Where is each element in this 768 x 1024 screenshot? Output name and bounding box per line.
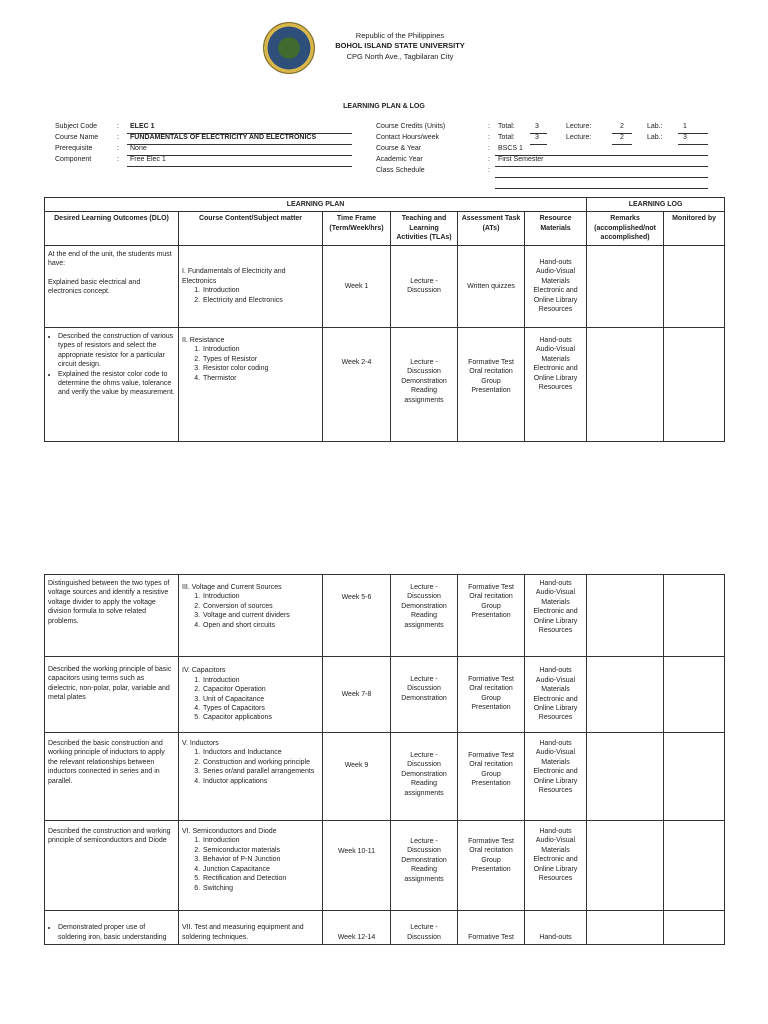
at-item: Oral recitation: [469, 368, 513, 376]
course-name-label: Course Name: [55, 134, 99, 141]
resource-cell: [525, 327, 587, 441]
at-item: Formative Test: [468, 358, 514, 366]
resource-cell: [525, 821, 587, 911]
content-cell: [179, 245, 323, 327]
resource-item: Electronic and Online Library Resources: [533, 695, 578, 722]
colon: :: [117, 134, 119, 141]
content-cell: VII. Test and measuring equipment and soldering techniques.: [179, 911, 323, 945]
table-row: [45, 575, 725, 657]
resource-item: Hand-outs: [539, 336, 572, 344]
tla-cell: [391, 821, 458, 911]
credits-lecture-value: 2: [620, 123, 624, 130]
topic-item: 4. Junction Capacitance: [202, 865, 319, 874]
time-cell: Week 7-8: [323, 657, 391, 733]
table-row: [45, 657, 725, 733]
tla-item: Reading assignments: [404, 780, 444, 797]
contact-total-label: Total:: [498, 134, 515, 141]
dlo-text: Explained basic electrical and electronics concept.: [48, 278, 141, 296]
topic-item: 3. Unit of Capacitance: [202, 695, 319, 704]
remarks-cell: [587, 733, 664, 821]
at-cell: [458, 821, 525, 911]
at-cell: [458, 575, 525, 657]
remarks-cell: [587, 657, 664, 733]
tla-cell: [391, 657, 458, 733]
tla-item: Demonstration: [401, 770, 447, 778]
monitored-cell: [664, 821, 725, 911]
contact-lecture-label: Lecture:: [566, 134, 592, 141]
credits-lab-value: 1: [683, 123, 687, 130]
dlo-cell: Described the construction and working principle of semiconductors and Diode: [45, 821, 179, 911]
topic-item: 2. Electricity and Electronics: [202, 296, 319, 305]
dlo-cell: Distinguished between the two types of voltage sources and identify a resistive voltage divider to apply the voltage division formula to solve related problems.: [45, 575, 179, 657]
colon: :: [488, 145, 490, 152]
at-item: Oral recitation: [469, 685, 513, 693]
at-cell: [458, 657, 525, 733]
topic-item: 1. Introduction: [202, 345, 319, 354]
tla-item: Demonstration: [401, 856, 447, 864]
tla-cell: [391, 327, 458, 441]
time-cell: Week 10-11: [323, 821, 391, 911]
col-tla-header: Teaching and Learning Activities (TLAs): [391, 212, 458, 245]
dlo-cell: [45, 911, 179, 945]
resource-cell: [525, 657, 587, 733]
topic-item: 5. Rectification and Detection: [202, 874, 319, 883]
prerequisite-value: None: [130, 145, 147, 152]
monitored-cell: [664, 911, 725, 945]
academic-year-label: Academic Year: [376, 156, 423, 163]
credits-lab-label: Lab.:: [647, 123, 663, 130]
tla-item: Lecture - Discussion: [407, 676, 441, 693]
monitored-cell: [664, 327, 725, 441]
at-item: Formative Test: [468, 584, 514, 591]
topic-item: 4. Inductor applications: [202, 777, 319, 786]
topic-item: 4. Thermistor: [202, 374, 319, 383]
topic-item: 2. Conversion of sources: [202, 602, 319, 611]
resource-item: Audio-Visual Materials: [535, 837, 576, 854]
tla-cell: [391, 733, 458, 821]
resource-item: Electronic and Online Library Resources: [533, 287, 578, 314]
resource-item: Electronic and Online Library Resources: [533, 608, 578, 635]
topic-item: 1. Introduction: [202, 676, 319, 685]
underline: [530, 144, 547, 145]
topic-item: 3. Resistor color coding: [202, 364, 319, 373]
monitored-cell: [664, 733, 725, 821]
contact-label: Contact Hours/week: [376, 134, 440, 141]
col-time-header: Time Frame (Term/Week/hrs): [323, 212, 391, 245]
topic-item: 2. Capacitor Operation: [202, 685, 319, 694]
colon: :: [488, 123, 490, 130]
credits-lecture-label: Lecture:: [566, 123, 592, 130]
at-item: Oral recitation: [469, 847, 513, 855]
underline: [495, 188, 708, 189]
col-content-header: Course Content/Subject matter: [179, 212, 323, 245]
table-row: [45, 245, 725, 327]
at-item: Formative Test: [468, 676, 514, 683]
colon: :: [117, 156, 119, 163]
content-cell: [179, 821, 323, 911]
contact-lab-value: 3: [683, 134, 687, 141]
underline: [495, 166, 708, 167]
topic-item: 5. Capacitor applications: [202, 713, 319, 722]
resource-item: Audio-Visual Materials: [535, 749, 576, 766]
topic-item: 2. Construction and working principle: [202, 758, 319, 767]
time-cell: Week 12-14: [323, 911, 391, 945]
remarks-cell: [587, 245, 664, 327]
resource-item: Hand-outs: [539, 667, 572, 675]
schedule-label: Class Schedule: [376, 167, 425, 174]
time-cell: Week 5-6: [323, 575, 391, 657]
table-row: [45, 821, 725, 911]
monitored-cell: [664, 575, 725, 657]
contact-total-value: 3: [535, 134, 539, 141]
subject-code-label: Subject Code: [55, 123, 98, 130]
header-university: BOHOL ISLAND STATE UNIVERSITY: [335, 41, 465, 50]
at-item: Group Presentation: [471, 377, 511, 395]
document-title: LEARNING PLAN & LOG: [343, 103, 425, 110]
dlo-bullet: • Described the construction of various types of resistors and select the appropriate resistor for a particular circuit design.: [58, 332, 175, 370]
topic-item: 3. Voltage and current dividers: [202, 611, 319, 620]
topic-title: I. Fundamentals of Electricity and Electronics: [182, 268, 286, 285]
learning-log-header: LEARNING LOG: [587, 198, 725, 212]
topic-item: 1. Introduction: [202, 286, 319, 295]
credits-label: Course Credits (Units): [376, 123, 446, 130]
topic-item: 3. Behavior of P-N Junction: [202, 855, 319, 864]
dlo-intro: At the end of the unit, the students must have:: [48, 250, 172, 268]
topic-item: 2. Types of Resistor: [202, 355, 319, 364]
learning-plan-table-part1: [44, 197, 725, 442]
dlo-cell: [45, 245, 179, 327]
resource-item: Electronic and Online Library Resources: [533, 365, 578, 391]
underline: [127, 144, 352, 145]
resource-item: Audio-Visual Materials: [535, 676, 576, 694]
tla-cell: Lecture - Discussion: [391, 245, 458, 327]
underline: [127, 166, 352, 167]
tla-item: Demonstration: [401, 377, 447, 385]
dlo-cell: Described the basic construction and working principle of inductors to apply the relevant relationships between inductors connected in series and in parallel.: [45, 733, 179, 821]
table-row: [45, 327, 725, 441]
dlo-cell: Described the working principle of basic capacitors using terms such as dielectric, non-polar, polar, variable and metal plates: [45, 657, 179, 733]
course-year-label: Course & Year: [376, 145, 422, 152]
component-value: Free Elec 1: [130, 156, 166, 163]
tla-item: Lecture - Discussion: [407, 752, 441, 769]
at-item: Formative Test: [468, 752, 514, 759]
component-label: Component: [55, 156, 92, 163]
colon: :: [488, 134, 490, 141]
contact-lab-label: Lab.:: [647, 134, 663, 141]
time-cell: Week 1: [323, 245, 391, 327]
contact-lecture-value: 2: [620, 134, 624, 141]
resource-cell: [525, 575, 587, 657]
academic-year-value: First Semester: [498, 156, 544, 163]
resource-cell: Hand-outs: [525, 911, 587, 945]
tla-item: Reading assignments: [404, 387, 444, 404]
resource-item: Audio-Visual Materials: [535, 346, 576, 363]
underline: [678, 144, 708, 145]
colon: :: [117, 145, 119, 152]
underline: [495, 177, 708, 178]
remarks-cell: [587, 327, 664, 441]
course-name-value: FUNDAMENTALS OF ELECTRICITY AND ELECTRONICS: [130, 134, 317, 141]
topic-item: 3. Series or/and parallel arrangements: [202, 767, 319, 776]
at-item: Formative Test: [468, 838, 514, 845]
tla-item: Reading assignments: [404, 612, 444, 629]
learning-plan-table-part2: [44, 574, 725, 945]
at-item: Oral recitation: [469, 593, 513, 601]
resource-item: Hand-outs: [539, 740, 572, 747]
table-row: [45, 733, 725, 821]
content-cell: [179, 575, 323, 657]
topic-item: 1. Introduction: [202, 836, 319, 845]
col-monitored-header: Monitored by: [664, 212, 725, 245]
at-item: Group Presentation: [471, 602, 511, 620]
topic-item: 4. Open and short circuits: [202, 621, 319, 630]
topic-title: V. Inductors: [182, 740, 219, 747]
topic-title: IV. Capacitors: [182, 667, 226, 675]
resource-item: Electronic and Online Library Resources: [533, 768, 578, 795]
remarks-cell: [587, 821, 664, 911]
time-cell: Week 9: [323, 733, 391, 821]
tla-cell: Lecture - Discussion: [391, 911, 458, 945]
colon: :: [488, 156, 490, 163]
topic-item: 6. Switching: [202, 884, 319, 893]
time-cell: Week 2-4: [323, 327, 391, 441]
at-cell: [458, 327, 525, 441]
remarks-cell: [587, 911, 664, 945]
resource-cell: [525, 733, 587, 821]
header-republic: Republic of the Philippines: [355, 31, 445, 40]
topic-item: 4. Types of Capacitors: [202, 704, 319, 713]
monitored-cell: [664, 245, 725, 327]
tla-item: Lecture - Discussion: [407, 838, 441, 855]
topic-title: II. Resistance: [182, 336, 225, 344]
col-dlo-header: Desired Learning Outcomes (DLO): [45, 212, 179, 245]
at-item: Oral recitation: [469, 761, 513, 769]
header-address: CPG North Ave., Tagbilaran City: [346, 52, 454, 61]
monitored-cell: [664, 657, 725, 733]
col-resource-header: Resource Materials: [525, 212, 587, 245]
col-at-header: Assessment Task (ATs): [458, 212, 525, 245]
dlo-bullet: • Explained the resistor color code to determine the ohms value, tolerance and verify the value by measurement.: [58, 370, 175, 398]
content-cell: [179, 657, 323, 733]
colon: :: [488, 167, 490, 174]
tla-cell: [391, 575, 458, 657]
prerequisite-label: Prerequisite: [55, 145, 93, 152]
resource-item: Hand-outs: [539, 580, 572, 587]
credits-total-label: Total:: [498, 123, 515, 130]
at-cell: Written quizzes: [458, 245, 525, 327]
colon: :: [117, 123, 119, 130]
topic-title: III. Voltage and Current Sources: [182, 584, 282, 591]
at-item: Group Presentation: [471, 856, 511, 874]
course-year-value: BSCS 1: [498, 145, 523, 152]
resource-item: Hand-outs: [539, 258, 572, 266]
topic-item: 2. Semiconductor materials: [202, 846, 319, 855]
content-cell: [179, 327, 323, 441]
at-cell: [458, 733, 525, 821]
table-row: [45, 911, 725, 945]
tla-item: Lecture - Discussion: [407, 358, 441, 376]
tla-item: Demonstration: [401, 694, 447, 702]
at-cell: Formative Test: [458, 911, 525, 945]
credits-total-value: 3: [535, 123, 539, 130]
topic-title: VI. Semiconductors and Diode: [182, 828, 277, 835]
resource-item: Audio-Visual Materials: [535, 268, 576, 285]
topic-item: 1. Introduction: [202, 592, 319, 601]
subject-code-value: ELEC 1: [130, 123, 155, 130]
dlo-cell: [45, 327, 179, 441]
topic-item: 1. Inductors and Inductance: [202, 748, 319, 757]
content-cell: [179, 733, 323, 821]
at-item: Group Presentation: [471, 770, 511, 788]
resource-cell: [525, 245, 587, 327]
dlo-bullet: • Demonstrated proper use of soldering iron, basic understanding: [58, 923, 175, 942]
underline: [612, 144, 632, 145]
remarks-cell: [587, 575, 664, 657]
resource-item: Audio-Visual Materials: [535, 589, 576, 606]
tla-item: Lecture - Discussion: [407, 584, 441, 601]
resource-item: Electronic and Online Library Resources: [533, 856, 578, 883]
tla-item: Demonstration: [401, 602, 447, 610]
resource-item: Hand-outs: [539, 828, 572, 835]
tla-item: Reading assignments: [404, 866, 444, 883]
learning-plan-header: LEARNING PLAN: [45, 198, 587, 212]
at-item: Group Presentation: [471, 694, 511, 712]
col-remarks-header: Remarks (accomplished/not accomplished): [587, 212, 664, 245]
